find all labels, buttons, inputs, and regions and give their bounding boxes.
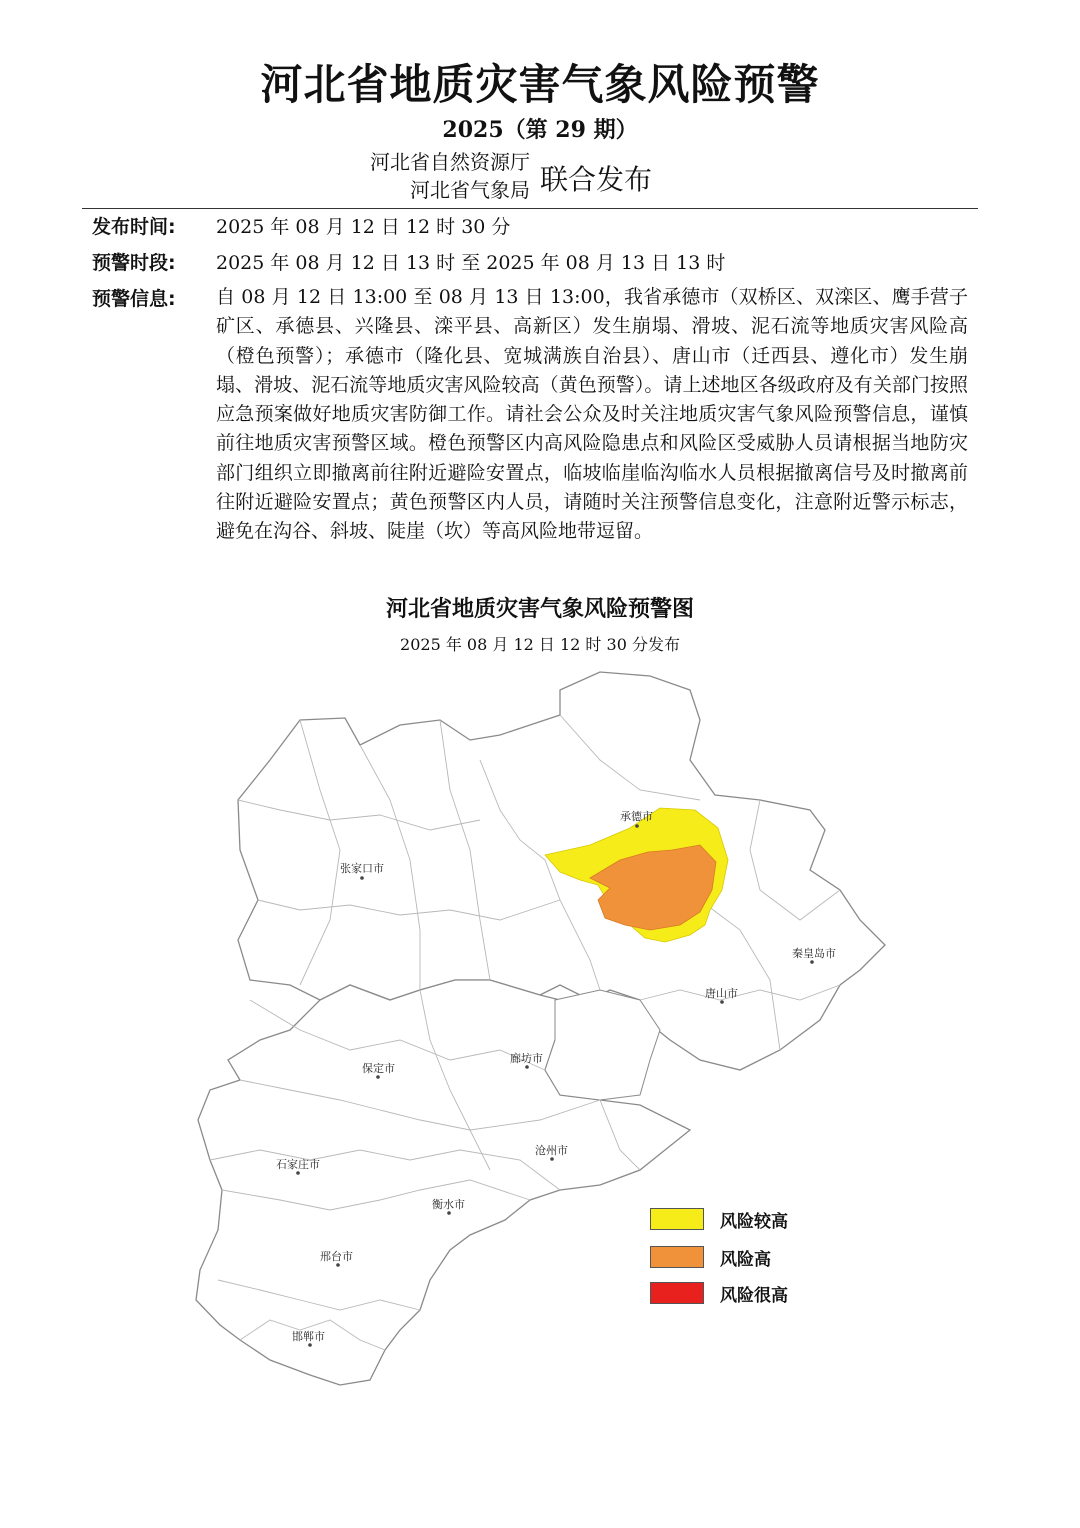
city-label-qinhuangdao: 秦皇岛市 <box>792 947 836 960</box>
release-time-value: 2025 年 08 月 12 日 12 时 30 分 <box>216 216 511 238</box>
city-label-tangshan: 唐山市 <box>705 987 738 1000</box>
marker-xingtai <box>336 1263 340 1267</box>
marker-zhangjiakou <box>360 876 364 880</box>
legend-swatch-orange <box>650 1246 704 1268</box>
legend-swatch-yellow <box>650 1208 704 1230</box>
issuer-list <box>330 148 530 204</box>
city-label-shijiazhuang: 石家庄市 <box>276 1158 320 1171</box>
header-divider <box>82 208 978 209</box>
legend-label-very-high-risk: 风险很高 <box>720 1286 788 1306</box>
document-title: 河北省地质灾害气象风险预警 <box>260 60 820 109</box>
issuer-natural-resources: 河北省自然资源厅 <box>370 150 530 174</box>
issuer-meteorology: 河北省气象局 <box>410 178 530 202</box>
map-subtitle: 2025 年 08 月 12 日 12 时 30 分发布 <box>400 635 680 654</box>
marker-handan <box>308 1343 312 1347</box>
city-label-cangzhou: 沧州市 <box>535 1144 568 1157</box>
city-label-xingtai: 邢台市 <box>320 1250 353 1263</box>
marker-chengde <box>635 824 639 828</box>
city-label-baoding: 保定市 <box>362 1062 395 1075</box>
legend-item-high-risk <box>650 1246 850 1270</box>
warning-info-text: 自 08 月 12 日 13:00 至 08 月 13 日 13:00，我省承德市（双桥区、双滦区、鹰手营子矿区、承德县、兴隆县、滦平县、高新区）发生崩塌、滑坡、泥石流等地质灾害风险高（橙色预警）；承德市（隆化县、宽城满族自治县）、唐山市（迁西县、遵化市）发生崩塌、滑坡、泥石流等地质灾害风险较高（黄色预警）。请上述地区各级政府及有关部门按照应急预案做好地质灾害防御工作。请社会公众及时关注地质灾害气象风险预警信息，谨慎前往地质灾害预警区域。橙色预警区内高风险隐患点和风险区受威胁人员请根据当地防灾部门组织立即撤离前往附近避险安置点，临坡临崖临沟临水人员根据撤离信号及时撤离前往附近避险安置点；黄色预警区内人员，请随时关注预警信息变化，注意附近警示标志，避免在沟谷、斜坡、陡崖（坎）等高风险地带逗留。 <box>216 286 968 543</box>
marker-qinhuangdao <box>810 960 814 964</box>
legend-item-very-high-risk <box>650 1282 850 1306</box>
city-label-handan: 邯郸市 <box>292 1330 325 1343</box>
map-legend <box>650 1208 850 1318</box>
marker-langfang <box>525 1065 529 1069</box>
legend-item-higher-risk <box>650 1208 850 1232</box>
marker-baoding <box>376 1075 380 1079</box>
marker-shijiazhuang <box>296 1171 300 1175</box>
tianjin-gap <box>545 990 660 1100</box>
issue-number: 2025（第 29 期） <box>442 117 638 143</box>
legend-swatch-red <box>650 1282 704 1304</box>
map-title: 河北省地质灾害气象风险预警图 <box>385 597 694 622</box>
legend-label-higher-risk: 风险较高 <box>720 1212 788 1232</box>
marker-cangzhou <box>550 1157 554 1161</box>
joint-release: 联合发布 <box>540 163 653 196</box>
city-label-langfang: 廊坊市 <box>510 1052 543 1065</box>
release-time-label: 发布时间: <box>92 216 176 238</box>
warning-period-value: 2025 年 08 月 12 日 13 时 至 2025 年 08 月 13 日 13 时 <box>216 252 726 274</box>
warning-period-label: 预警时段: <box>92 252 176 274</box>
marker-tangshan <box>720 1000 724 1004</box>
city-label-hengshui: 衡水市 <box>432 1198 465 1211</box>
city-label-chengde: 承德市 <box>620 810 653 823</box>
marker-hengshui <box>447 1211 451 1215</box>
warning-info-label: 预警信息: <box>92 288 176 310</box>
legend-label-high-risk: 风险高 <box>720 1250 771 1270</box>
city-label-zhangjiakou: 张家口市 <box>340 862 384 875</box>
